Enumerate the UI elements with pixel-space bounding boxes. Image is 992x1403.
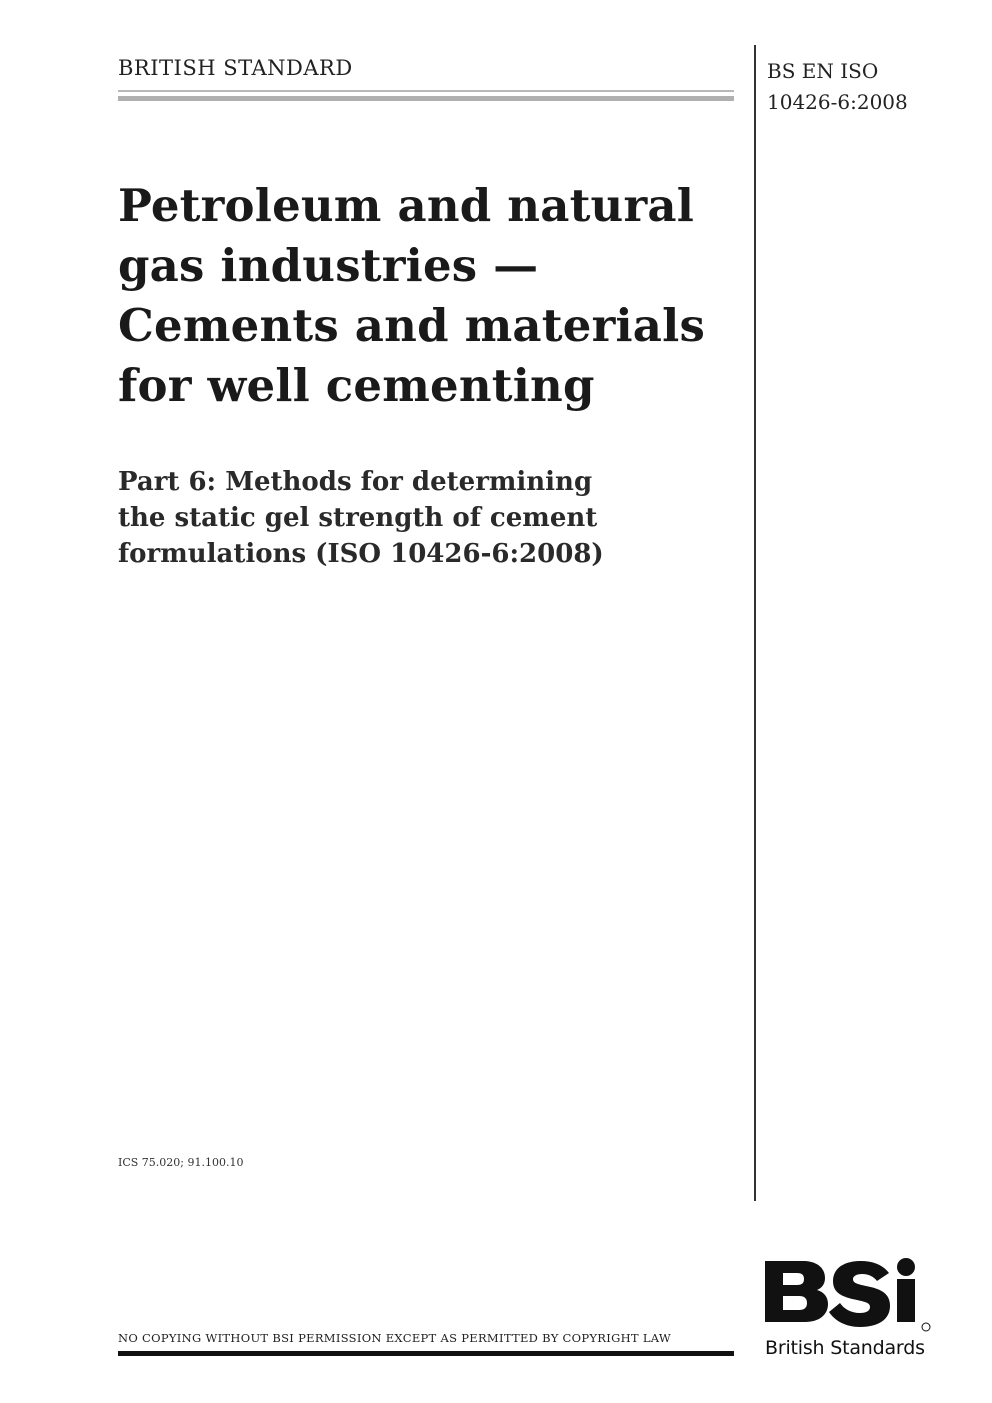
header-rule-thick — [118, 96, 734, 101]
title-line: for well cementing — [118, 359, 595, 412]
logo-letter-b — [765, 1261, 828, 1322]
logo-letter-i — [897, 1258, 915, 1322]
logo-tagline: British Standards — [765, 1337, 925, 1359]
subtitle-line: the static gel strength of cement — [118, 503, 598, 533]
subtitle-line: formulations (ISO 10426-6:2008) — [118, 539, 604, 569]
header-rule-thin — [118, 90, 734, 92]
standard-number — [767, 56, 908, 118]
subtitle-line: Part 6: Methods for determining — [118, 467, 593, 497]
ics-code: ICS 75.020; 91.100.10 — [118, 1156, 244, 1169]
standard-number-line-2: 10426-6:2008 — [767, 90, 908, 114]
registered-mark — [922, 1323, 930, 1331]
document-title — [118, 176, 738, 416]
footer-rule — [118, 1351, 734, 1356]
standard-number-line-1: BS EN ISO — [767, 59, 879, 83]
logo-letter-s — [829, 1261, 890, 1327]
title-line: Cements and materials — [118, 299, 705, 352]
copyright-notice: NO COPYING WITHOUT BSI PERMISSION EXCEPT AS PERMITTED BY COPYRIGHT LAW — [118, 1331, 672, 1345]
standard-type-label: BRITISH STANDARD — [118, 56, 353, 80]
title-line: gas industries — — [118, 239, 539, 292]
title-line: Petroleum and natural — [118, 179, 695, 232]
document-subtitle — [118, 464, 738, 572]
vertical-divider — [754, 45, 756, 1201]
